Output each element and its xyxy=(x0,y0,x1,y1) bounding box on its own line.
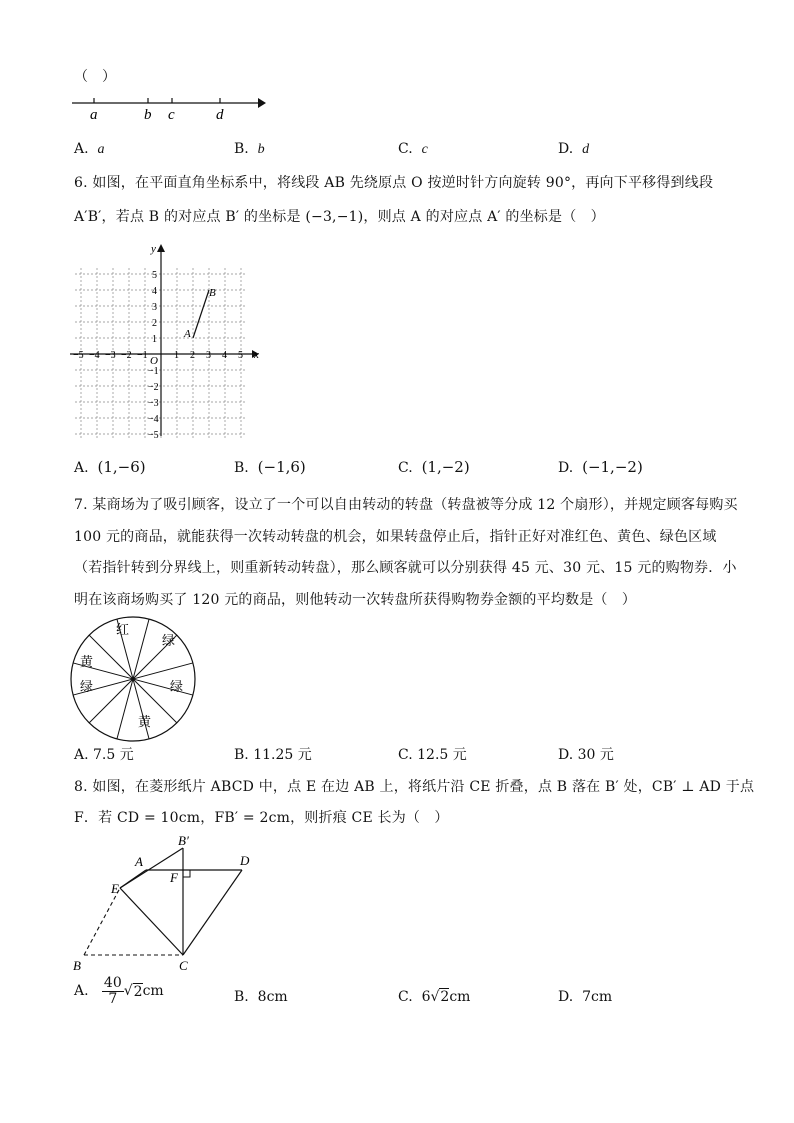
sqrt-symbol: √ xyxy=(430,989,440,1005)
fig8-label-c: C xyxy=(179,958,188,973)
q8-stem-line-2: F．若 CD = 10cm，FB′ = 2cm，则折痕 CE 长为（ ） xyxy=(74,810,449,826)
fig8-label-f: F xyxy=(170,870,178,885)
y-tick-label: −3 xyxy=(148,398,159,409)
wheel-label-red: 红 xyxy=(116,622,130,637)
wheel-label-green-top: 绿 xyxy=(162,633,176,648)
q6-stem-line-2: A′B′，若点 B 的对应点 B′ 的坐标是 (−3,−1)，则点 A 的对应点 A′ 的坐标是（ ） xyxy=(74,209,605,225)
x-tick-label: −1 xyxy=(137,350,148,361)
q7-spinner-wheel xyxy=(70,616,200,746)
y-tick-label: −4 xyxy=(148,414,159,425)
number-line-label-a: a xyxy=(90,107,98,123)
q7-stem-line-2: 100 元的商品，就能获得一次转动转盘的机会，如果转盘停止后，指针正好对准红色、黄色、绿色区域 xyxy=(74,529,717,545)
q7-option-a[interactable]: A. 7.5 元 xyxy=(74,747,134,763)
q7-stem-line-3: （若指针转到分界线上，则重新转动转盘），那么顾客就可以分别获得 45 元、30 元、15 元的购物券．小 xyxy=(74,560,737,576)
q8-option-c[interactable]: C. 6√2cm xyxy=(398,989,471,1005)
q8-option-a[interactable]: A. $\frac{40}{7}$ √2cm xyxy=(74,975,164,1007)
q7-stem-line-4: 明在该商场购买了 120 元的商品，则他转动一次转盘所获得购物券金额的平均数是（ ） xyxy=(74,592,637,608)
q7-option-b[interactable]: B. 11.25 元 xyxy=(234,747,312,763)
x-tick-label: 5 xyxy=(238,350,243,361)
point-b-label: B xyxy=(209,287,216,299)
point-a-label: A xyxy=(184,328,191,340)
fig8-label-d: D xyxy=(240,853,250,868)
q6-option-c[interactable]: C. (1,−2) xyxy=(398,458,470,476)
origin-label: O xyxy=(150,355,158,367)
q6-option-a[interactable]: A. (1,−6) xyxy=(74,458,146,476)
wheel-label-yellow-left: 黄 xyxy=(80,654,94,669)
q8-stem-line-1: 8. 如图，在菱形纸片 ABCD 中，点 E 在边 AB 上，将纸片沿 CE 折叠，点 B 落在 B′ 处，CB′ ⊥ AD 于点 xyxy=(74,779,755,795)
x-tick-label: −2 xyxy=(121,350,132,361)
sqrt-symbol: √ xyxy=(123,983,133,1000)
fig8-label-b: B xyxy=(73,958,81,973)
y-tick-label: 4 xyxy=(152,286,157,297)
number-line-label-d: d xyxy=(216,107,224,123)
x-tick-label: 1 xyxy=(174,350,179,361)
fig8-label-a: A xyxy=(135,854,143,869)
y-tick-label: −2 xyxy=(148,382,159,393)
segment-ab xyxy=(193,290,209,338)
y-tick-label: −5 xyxy=(148,430,159,441)
q5-number-line xyxy=(70,94,270,124)
wheel-label-green-left: 绿 xyxy=(80,679,94,694)
q7-option-d[interactable]: D. 30 元 xyxy=(558,747,614,763)
x-axis-label: x xyxy=(254,349,259,361)
q5-option-c[interactable]: C. c xyxy=(398,141,428,157)
y-tick-label: 2 xyxy=(152,318,157,329)
x-tick-label: 4 xyxy=(222,350,227,361)
q6-stem-line-1: 6. 如图，在平面直角坐标系中，将线段 AB 先绕原点 O 按逆时针方向旋转 90°，再向下平移得到线段 xyxy=(74,175,714,191)
wheel-label-yellow-bottom: 黄 xyxy=(138,714,152,729)
y-tick-label: 3 xyxy=(152,302,157,313)
q5-option-b[interactable]: B. b xyxy=(234,141,265,157)
q5-option-a[interactable]: A. a xyxy=(74,141,105,157)
wheel-label-green-right: 绿 xyxy=(170,679,184,694)
number-line-label-c: c xyxy=(168,107,175,123)
q7-option-c[interactable]: C. 12.5 元 xyxy=(398,747,467,763)
y-tick-label: −1 xyxy=(148,366,159,377)
fig8-label-bprime: B′ xyxy=(178,833,189,848)
q5-option-d[interactable]: D. d xyxy=(558,141,590,157)
q7-stem-line-1: 7. 某商场为了吸引顾客，设立了一个可以自由转动的转盘（转盘被等分成 12 个扇形），并规定顾客每购买 xyxy=(74,497,738,513)
fraction-40-7: $\frac{40}{7}$ xyxy=(103,975,122,1007)
y-tick-label: 1 xyxy=(152,334,157,345)
q6-option-b[interactable]: B. (−1,6) xyxy=(234,458,306,476)
x-tick-label: −3 xyxy=(105,350,116,361)
q6-coordinate-graph xyxy=(64,240,264,440)
x-tick-label: 3 xyxy=(206,350,211,361)
q5-answer-bracket: （ ） xyxy=(74,69,116,85)
y-tick-label: 5 xyxy=(152,270,157,281)
q8-option-d[interactable]: D. 7cm xyxy=(558,989,613,1005)
x-tick-label: −4 xyxy=(89,350,100,361)
fig8-label-e: E xyxy=(111,881,119,896)
q8-option-b[interactable]: B. 8cm xyxy=(234,989,288,1005)
q8-rhombus-figure xyxy=(70,830,270,980)
x-tick-label: 2 xyxy=(190,350,195,361)
y-axis-label: y xyxy=(151,243,156,255)
number-line-label-b: b xyxy=(144,107,152,123)
x-tick-label: −5 xyxy=(73,350,84,361)
q6-option-d[interactable]: D. (−1,−2) xyxy=(558,458,643,476)
